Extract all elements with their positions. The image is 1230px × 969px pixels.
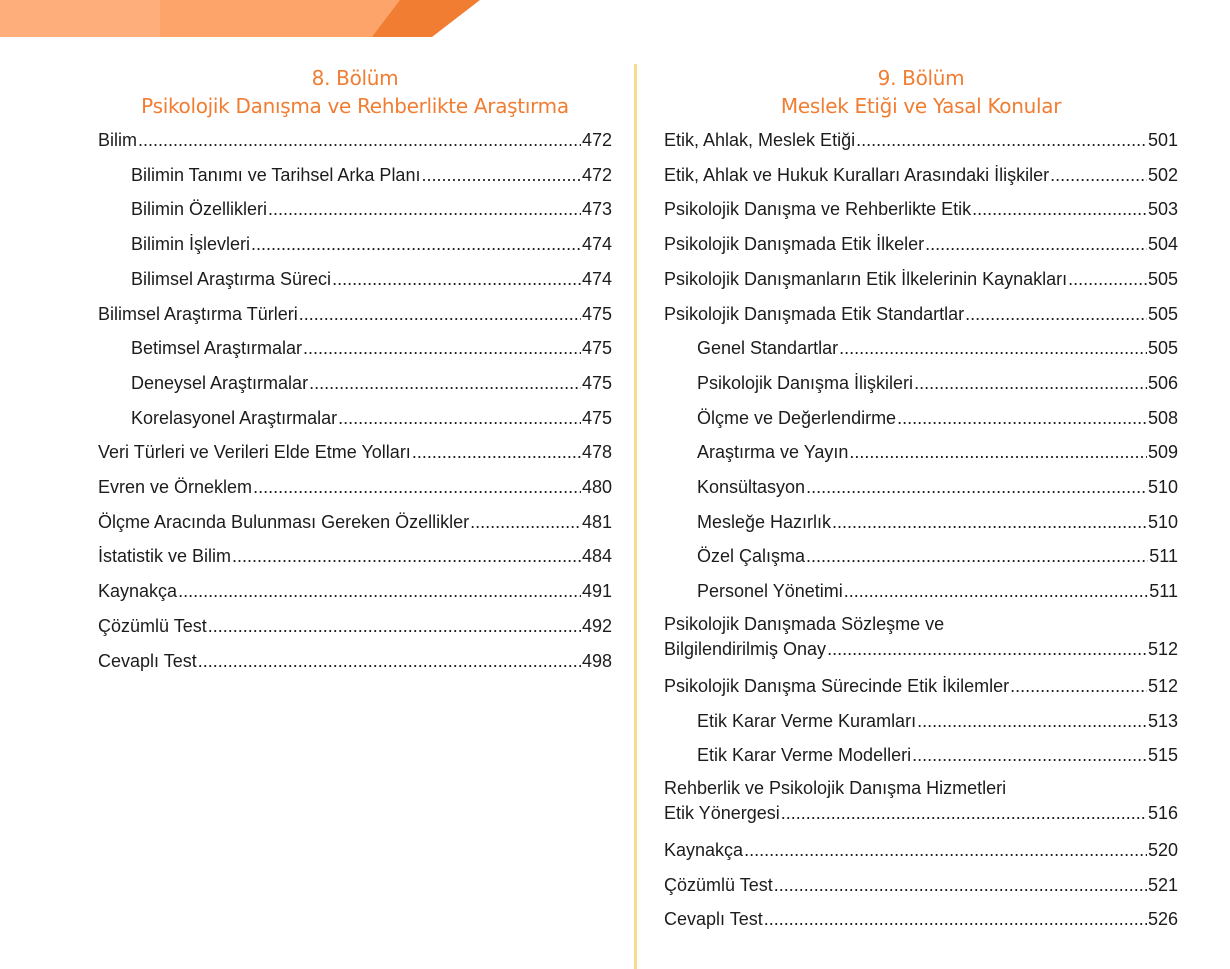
toc-entry-title: Genel Standartlar bbox=[697, 338, 839, 359]
toc-entry bbox=[98, 331, 612, 366]
toc-entry bbox=[98, 505, 612, 540]
toc-entry-title: Etik Karar Verme Modelleri bbox=[697, 745, 912, 766]
toc-entry-page: 475 bbox=[581, 338, 612, 359]
toc-entry-title: Kaynakça bbox=[664, 839, 744, 860]
dot-leader bbox=[827, 637, 1147, 662]
toc-entry-page: 508 bbox=[1147, 407, 1178, 428]
toc-entry-page: 473 bbox=[581, 199, 612, 220]
chapter-title: Meslek Etiği ve Yasal Konular bbox=[780, 94, 1062, 118]
toc-entry-title: Rehberlik ve Psikolojik Danışma Hizmetleri bbox=[664, 777, 1007, 798]
toc-entry-title: Psikolojik Danışma İlişkileri bbox=[697, 372, 914, 393]
chapter-number: 8. Bölüm bbox=[311, 66, 399, 90]
toc-entry-title: Korelasyonel Araştırmalar bbox=[131, 407, 338, 428]
toc-entry bbox=[664, 902, 1178, 937]
toc-entry-page: 492 bbox=[581, 615, 612, 636]
toc-entry-page: 509 bbox=[1147, 442, 1178, 463]
header-banner bbox=[0, 0, 1230, 40]
toc-entry-title: Kaynakça bbox=[98, 581, 178, 602]
column-divider bbox=[634, 64, 637, 969]
toc-entry bbox=[664, 297, 1178, 332]
dot-leader bbox=[849, 435, 1147, 470]
toc-entry-title: Cevaplı Test bbox=[664, 909, 763, 930]
toc-entry-title: Ölçme Aracında Bulunması Gereken Özellikler bbox=[98, 511, 470, 532]
toc-entry bbox=[98, 262, 612, 297]
dot-leader bbox=[917, 704, 1147, 739]
toc-entry-page: 510 bbox=[1147, 511, 1178, 532]
toc-entry bbox=[664, 192, 1178, 227]
banner-shape-fade bbox=[0, 0, 160, 37]
dot-leader bbox=[309, 366, 581, 401]
toc-entry-page: 475 bbox=[581, 303, 612, 324]
chapter-number: 9. Bölüm bbox=[877, 66, 965, 90]
toc-entry-title: Özel Çalışma bbox=[697, 546, 806, 567]
dot-leader bbox=[914, 366, 1147, 401]
toc-entry-title: Ölçme ve Değerlendirme bbox=[697, 407, 897, 428]
toc-entry-title: Bilimsel Araştırma Süreci bbox=[131, 268, 332, 289]
toc-entry bbox=[664, 470, 1178, 505]
toc-entry-page: 480 bbox=[581, 477, 612, 498]
toc-entry bbox=[664, 539, 1178, 574]
toc-entry-page: 505 bbox=[1147, 268, 1178, 289]
toc-entry-title: Etik Karar Verme Kuramları bbox=[697, 710, 917, 731]
toc-entry-title: Etik, Ahlak ve Hukuk Kuralları Arasındaki İlişkiler bbox=[664, 164, 1050, 185]
toc-entry-title: Bilimin İşlevleri bbox=[131, 234, 251, 255]
toc-entry bbox=[98, 574, 612, 609]
toc-list bbox=[664, 123, 1178, 937]
toc-entry-line-2 bbox=[664, 637, 1178, 662]
toc-entry-page: 474 bbox=[581, 268, 612, 289]
dot-leader bbox=[844, 574, 1149, 609]
dot-leader bbox=[744, 833, 1147, 868]
dot-leader bbox=[912, 738, 1147, 773]
dot-leader bbox=[232, 539, 581, 574]
toc-entry-page: 513 bbox=[1147, 710, 1178, 731]
toc-entry bbox=[664, 262, 1178, 297]
toc-entry-title: Personel Yönetimi bbox=[697, 581, 843, 602]
toc-entry-title: İstatistik ve Bilim bbox=[98, 546, 232, 567]
toc-entry-page: 512 bbox=[1147, 675, 1178, 696]
toc-entry bbox=[98, 297, 612, 332]
toc-entry-page: 498 bbox=[581, 650, 612, 671]
toc-entry-title: Bilim bbox=[98, 130, 137, 150]
chapter-title: Psikolojik Danışma ve Rehberlikte Araştırma bbox=[141, 94, 569, 118]
toc-entry-title: Psikolojik Danışmada Etik Standartlar bbox=[664, 303, 965, 324]
toc-entry-title: Psikolojik Danışmada Sözleşme ve bbox=[664, 613, 945, 634]
toc-entry bbox=[98, 539, 612, 574]
dot-leader bbox=[972, 192, 1147, 227]
toc-entry-title: Çözümlü Test bbox=[98, 615, 207, 636]
toc-list bbox=[98, 123, 612, 678]
toc-entry-title: Cevaplı Test bbox=[98, 650, 197, 671]
toc-entry bbox=[98, 123, 612, 158]
dot-leader bbox=[412, 435, 581, 470]
toc-entry-page: 501 bbox=[1147, 130, 1178, 150]
dot-leader bbox=[925, 227, 1147, 262]
toc-entry bbox=[98, 435, 612, 470]
chapter-heading bbox=[664, 64, 1178, 120]
toc-entry-title: Mesleğe Hazırlık bbox=[697, 511, 832, 532]
toc-entry-page: 520 bbox=[1147, 839, 1178, 860]
dot-leader bbox=[832, 505, 1147, 540]
toc-entry bbox=[664, 123, 1178, 158]
toc-entry bbox=[664, 366, 1178, 401]
dot-leader bbox=[421, 158, 580, 193]
toc-entry-page: 516 bbox=[1147, 802, 1178, 823]
dot-leader bbox=[332, 262, 581, 297]
toc-entry bbox=[664, 158, 1178, 193]
toc-entry-page: 484 bbox=[581, 546, 612, 567]
toc-entry-page: 511 bbox=[1149, 581, 1178, 602]
toc-entry bbox=[664, 773, 1178, 833]
toc-entry-page: 475 bbox=[581, 372, 612, 393]
toc-entry bbox=[664, 574, 1178, 609]
toc-entry bbox=[98, 644, 612, 679]
dot-leader bbox=[253, 470, 581, 505]
toc-entry bbox=[664, 401, 1178, 436]
dot-leader bbox=[251, 227, 581, 262]
toc-entry-page: 510 bbox=[1147, 477, 1178, 498]
toc-entry bbox=[664, 435, 1178, 470]
dot-leader bbox=[965, 297, 1147, 332]
toc-entry bbox=[664, 704, 1178, 739]
toc-entry-page: 511 bbox=[1149, 546, 1178, 567]
toc-entry-title: Psikolojik Danışma ve Rehberlikte Etik bbox=[664, 199, 972, 220]
toc-entry bbox=[98, 192, 612, 227]
toc-entry-page: 474 bbox=[581, 234, 612, 255]
dot-leader bbox=[268, 192, 581, 227]
dot-leader bbox=[774, 868, 1147, 903]
toc-entry-page: 504 bbox=[1147, 234, 1178, 255]
toc-entry-title: Bilimin Özellikleri bbox=[131, 199, 268, 220]
toc-entry bbox=[664, 738, 1178, 773]
dot-leader bbox=[1068, 262, 1147, 297]
toc-entry-page: 512 bbox=[1147, 638, 1178, 659]
dot-leader bbox=[856, 123, 1147, 158]
toc-entry-title: Etik, Ahlak, Meslek Etiği bbox=[664, 130, 856, 150]
toc-entry-title: Konsültasyon bbox=[697, 477, 806, 498]
toc-entry-page: 472 bbox=[581, 130, 612, 150]
toc-entry-page: 475 bbox=[581, 407, 612, 428]
dot-leader bbox=[303, 331, 581, 366]
toc-entry-title: Bilimsel Araştırma Türleri bbox=[98, 303, 298, 324]
dot-leader bbox=[138, 123, 581, 158]
toc-entry bbox=[98, 227, 612, 262]
toc-entry-page: 502 bbox=[1147, 164, 1178, 185]
toc-column-chapter-9 bbox=[664, 64, 1178, 937]
dot-leader bbox=[338, 401, 581, 436]
toc-entry bbox=[664, 669, 1178, 704]
toc-entry-page: 481 bbox=[581, 511, 612, 532]
dot-leader bbox=[208, 609, 581, 644]
toc-entry bbox=[98, 401, 612, 436]
dot-leader bbox=[1010, 669, 1147, 704]
toc-entry-title: Psikolojik Danışma Sürecinde Etik İkilemler bbox=[664, 675, 1010, 696]
dot-leader bbox=[806, 539, 1148, 574]
dot-leader bbox=[470, 505, 581, 540]
toc-entry bbox=[98, 609, 612, 644]
toc-entry-page: 491 bbox=[581, 581, 612, 602]
toc-entry bbox=[664, 609, 1178, 669]
toc-entry-title: Çözümlü Test bbox=[664, 874, 773, 895]
dot-leader bbox=[178, 574, 581, 609]
toc-entry-page: 505 bbox=[1147, 338, 1178, 359]
toc-entry bbox=[664, 227, 1178, 262]
toc-entry-page: 526 bbox=[1147, 909, 1178, 930]
toc-entry bbox=[98, 470, 612, 505]
toc-entry bbox=[664, 833, 1178, 868]
toc-entry-line-2 bbox=[664, 801, 1178, 826]
toc-entry-title: Veri Türleri ve Verileri Elde Etme Yolları bbox=[98, 442, 411, 463]
toc-entry-page: 503 bbox=[1147, 199, 1178, 220]
toc-entry-page: 515 bbox=[1147, 745, 1178, 766]
toc-column-chapter-8 bbox=[98, 64, 612, 678]
dot-leader bbox=[839, 331, 1147, 366]
toc-entry-title: Araştırma ve Yayın bbox=[697, 442, 849, 463]
dot-leader bbox=[781, 801, 1147, 826]
toc-entry bbox=[664, 868, 1178, 903]
dot-leader bbox=[299, 297, 581, 332]
toc-entry-page: 505 bbox=[1147, 303, 1178, 324]
dot-leader bbox=[198, 644, 581, 679]
toc-entry-title: Psikolojik Danışmanların Etik İlkelerinin Kaynakları bbox=[664, 268, 1068, 289]
chapter-heading bbox=[98, 64, 612, 120]
toc-entry-title-continued: Bilgilendirilmiş Onay bbox=[664, 638, 827, 659]
toc-entry bbox=[664, 505, 1178, 540]
toc-entry-title: Deneysel Araştırmalar bbox=[131, 372, 309, 393]
dot-leader bbox=[806, 470, 1147, 505]
toc-entry bbox=[98, 366, 612, 401]
toc-entry-page: 472 bbox=[581, 164, 612, 185]
toc-entry-page: 521 bbox=[1147, 874, 1178, 895]
toc-entry bbox=[664, 331, 1178, 366]
dot-leader bbox=[764, 902, 1147, 937]
toc-entry-page: 478 bbox=[581, 442, 612, 463]
toc-entry-title: Bilimin Tanımı ve Tarihsel Arka Planı bbox=[131, 164, 421, 185]
toc-entry-title: Psikolojik Danışmada Etik İlkeler bbox=[664, 234, 925, 255]
toc-entry bbox=[98, 158, 612, 193]
toc-entry-page: 506 bbox=[1147, 372, 1178, 393]
dot-leader bbox=[897, 401, 1147, 436]
dot-leader bbox=[1050, 158, 1147, 193]
toc-entry-title: Evren ve Örneklem bbox=[98, 477, 253, 498]
toc-entry-title: Betimsel Araştırmalar bbox=[131, 338, 303, 359]
toc-entry-title-continued: Etik Yönergesi bbox=[664, 802, 780, 823]
